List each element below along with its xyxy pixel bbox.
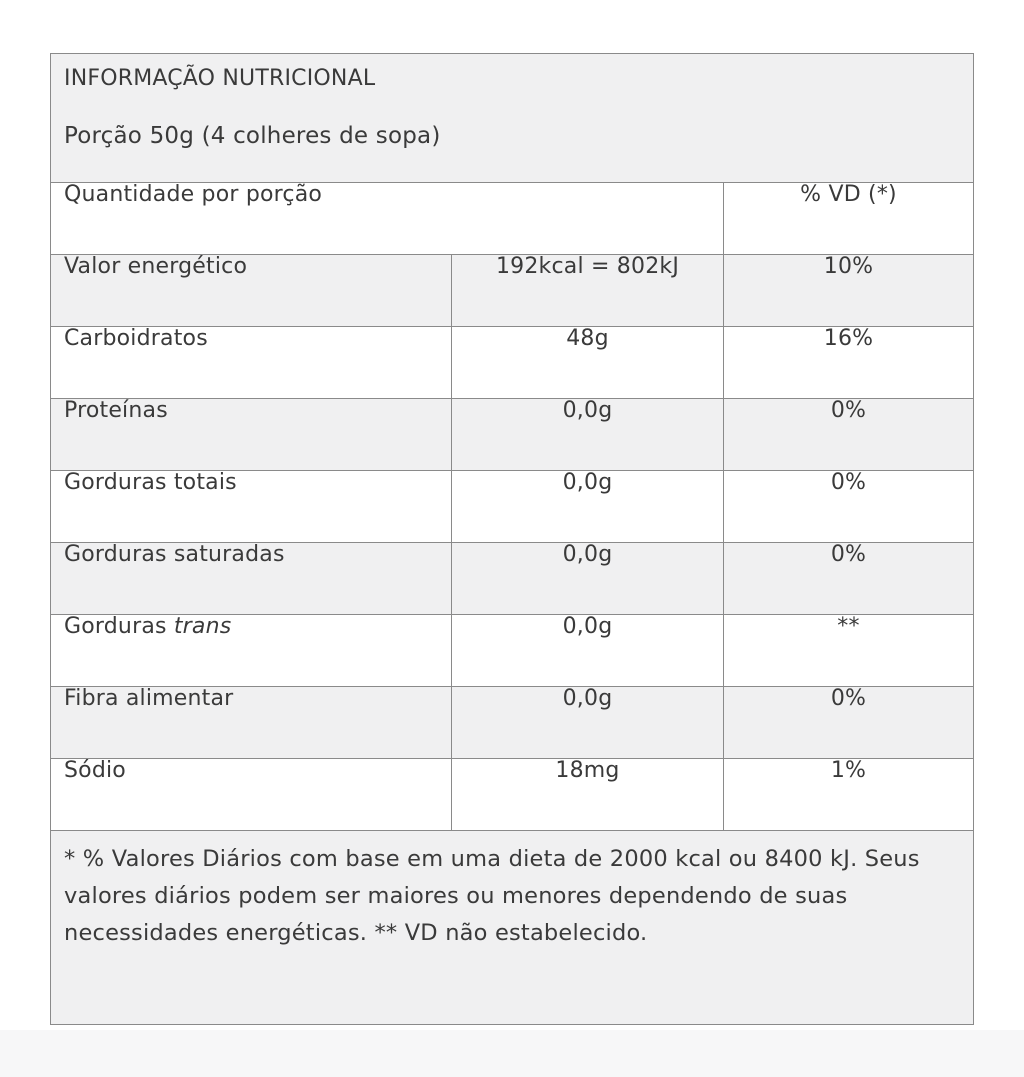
nutrient-amount: 0,0g [452, 471, 724, 543]
nutrient-label: Fibra alimentar [51, 687, 452, 759]
quantity-column-header: Quantidade por porção [51, 183, 724, 255]
table-row [51, 471, 974, 543]
table-row [51, 615, 974, 687]
nutrient-vd: ** [724, 615, 974, 687]
table-header [51, 54, 974, 183]
footnote: * % Valores Diários com base em uma dieta de 2000 kcal ou 8400 kJ. Seus valores diários podem ser maiores ou menores dependendo de suas necessidades energéticas. ** VD não estabelecido. [51, 831, 974, 1025]
nutrient-vd: 0% [724, 687, 974, 759]
nutrient-label: Gorduras saturadas [51, 543, 452, 615]
portion-size: Porção 50g (4 colheres de sopa) [64, 123, 441, 149]
nutrient-amount: 192kcal = 802kJ [452, 255, 724, 327]
nutrient-label: Carboidratos [51, 327, 452, 399]
nutrient-vd: 0% [724, 399, 974, 471]
nutrient-label [51, 615, 452, 687]
nutrient-label: Sódio [51, 759, 452, 831]
nutrient-label: Valor energético [51, 255, 452, 327]
table-row [51, 543, 974, 615]
nutrient-label: Proteínas [51, 399, 452, 471]
nutrient-amount: 18mg [452, 759, 724, 831]
nutrient-vd: 1% [724, 759, 974, 831]
page-bottom-band [0, 1030, 1024, 1077]
nutrient-amount: 48g [452, 327, 724, 399]
nutrient-vd: 0% [724, 543, 974, 615]
table-title: INFORMAÇÃO NUTRICIONAL [64, 66, 376, 91]
nutrient-vd: 16% [724, 327, 974, 399]
nutrient-vd: 10% [724, 255, 974, 327]
table-row [51, 399, 974, 471]
nutrient-amount: 0,0g [452, 615, 724, 687]
vd-column-header: % VD (*) [724, 183, 974, 255]
nutrient-label: Gorduras totais [51, 471, 452, 543]
nutrient-amount: 0,0g [452, 543, 724, 615]
table-row [51, 255, 974, 327]
nutrient-label-italic: trans [173, 614, 232, 639]
table-row [51, 759, 974, 831]
nutrient-vd: 0% [724, 471, 974, 543]
table-row [51, 327, 974, 399]
nutrition-facts-table [50, 53, 974, 1025]
table-row [51, 687, 974, 759]
nutrient-amount: 0,0g [452, 687, 724, 759]
nutrient-amount: 0,0g [452, 399, 724, 471]
nutrient-label-prefix: Gorduras [64, 614, 174, 639]
